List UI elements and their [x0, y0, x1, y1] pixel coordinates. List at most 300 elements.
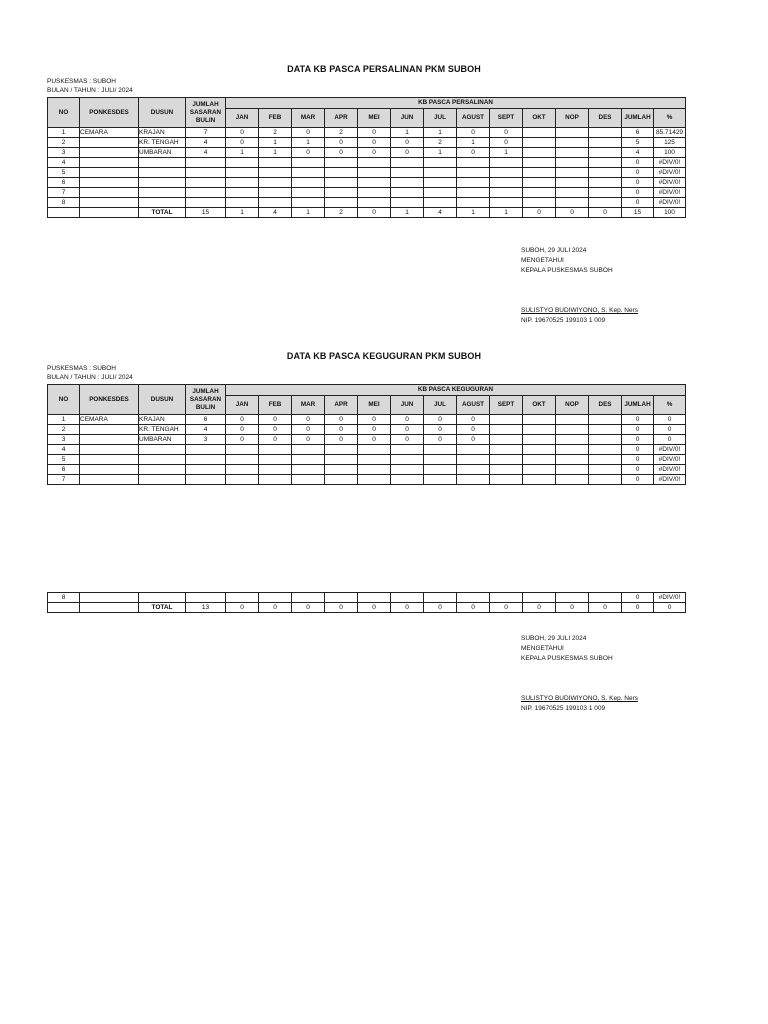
- col-header-feb: FEB: [259, 396, 292, 415]
- cell-percent: 100: [654, 148, 686, 158]
- cell-month: [358, 593, 391, 603]
- total-month: 0: [424, 603, 457, 613]
- cell-no: [48, 208, 80, 218]
- cell-no: 3: [48, 435, 80, 445]
- cell-month: [325, 445, 358, 455]
- col-header-jumlah: JUMLAH: [622, 396, 654, 415]
- cell-month: [523, 128, 556, 138]
- cell-month: [325, 593, 358, 603]
- col-header-agust: AGUST: [457, 396, 490, 415]
- total-month: 0: [556, 208, 589, 218]
- cell-month: 1: [424, 148, 457, 158]
- table-row: [48, 198, 686, 208]
- table-row: [48, 168, 686, 178]
- col-header-jul: JUL: [424, 396, 457, 415]
- cell-month: [424, 475, 457, 485]
- cell-ponkesdes: [80, 425, 139, 435]
- signature-block: [521, 246, 638, 326]
- sign-mengetahui: MENGETAHUI: [521, 645, 564, 652]
- cell-sasaran: 4: [186, 138, 226, 148]
- cell-month: 0: [226, 138, 259, 148]
- cell-month: [358, 465, 391, 475]
- cell-month: [424, 445, 457, 455]
- cell-ponkesdes: [80, 138, 139, 148]
- cell-month: [556, 593, 589, 603]
- cell-month: [523, 148, 556, 158]
- col-header-jul: JUL: [424, 109, 457, 128]
- cell-percent: #DIV/0!: [654, 593, 686, 603]
- cell-jumlah: 0: [622, 198, 654, 208]
- cell-month: [391, 445, 424, 455]
- cell-month: 0: [391, 148, 424, 158]
- cell-jumlah: 0: [622, 168, 654, 178]
- cell-month: [358, 158, 391, 168]
- col-header-jun: JUN: [391, 109, 424, 128]
- cell-month: 0: [358, 138, 391, 148]
- col-header-jumlah-sasaran: JUMLAH SASARAN BULIN: [186, 385, 226, 415]
- cell-month: 0: [424, 415, 457, 425]
- cell-month: [391, 188, 424, 198]
- cell-month: [325, 475, 358, 485]
- report-meta: [47, 364, 133, 382]
- total-jumlah: 0: [622, 603, 654, 613]
- cell-month: 0: [292, 435, 325, 445]
- cell-month: [325, 168, 358, 178]
- cell-jumlah: 0: [622, 158, 654, 168]
- cell-month: 0: [325, 148, 358, 158]
- cell-month: 0: [391, 138, 424, 148]
- cell-month: 1: [457, 138, 490, 148]
- col-header-apr: APR: [325, 109, 358, 128]
- cell-month: [424, 455, 457, 465]
- cell-month: [523, 475, 556, 485]
- cell-month: [325, 465, 358, 475]
- cell-dusun: KRAJAN: [139, 415, 186, 425]
- cell-dusun: [139, 455, 186, 465]
- cell-month: [292, 445, 325, 455]
- cell-month: [292, 158, 325, 168]
- col-header-mar: MAR: [292, 396, 325, 415]
- total-month: 0: [259, 603, 292, 613]
- cell-month: [589, 178, 622, 188]
- col-header-no: NO: [48, 98, 80, 128]
- group-header: KB PASCA KEGUGURAN: [226, 385, 686, 396]
- cell-month: [556, 158, 589, 168]
- data-table: [47, 97, 686, 218]
- cell-month: 1: [424, 128, 457, 138]
- cell-ponkesdes: [80, 445, 139, 455]
- cell-month: 0: [457, 128, 490, 138]
- table-row: [48, 455, 686, 465]
- cell-month: [589, 168, 622, 178]
- col-header-jan: JAN: [226, 396, 259, 415]
- total-month: 0: [358, 603, 391, 613]
- cell-month: [292, 198, 325, 208]
- cell-month: [556, 138, 589, 148]
- cell-month: [490, 158, 523, 168]
- cell-month: 0: [226, 128, 259, 138]
- cell-month: [259, 593, 292, 603]
- cell-month: [391, 465, 424, 475]
- col-header-nop: NOP: [556, 396, 589, 415]
- cell-month: [226, 158, 259, 168]
- cell-month: 0: [259, 415, 292, 425]
- cell-sasaran: [186, 198, 226, 208]
- cell-month: [226, 475, 259, 485]
- cell-percent: #DIV/0!: [654, 455, 686, 465]
- cell-sasaran: 3: [186, 435, 226, 445]
- cell-month: [490, 425, 523, 435]
- sign-name: SULISTYO BUDIWIYONO, S. Kep. Ners: [521, 695, 639, 702]
- total-month: 4: [424, 208, 457, 218]
- cell-ponkesdes: [80, 475, 139, 485]
- cell-jumlah: 0: [622, 178, 654, 188]
- cell-no: 4: [48, 445, 80, 455]
- cell-dusun: [139, 475, 186, 485]
- cell-month: 0: [292, 415, 325, 425]
- cell-sasaran: 4: [186, 148, 226, 158]
- table-row: [48, 425, 686, 435]
- cell-jumlah: 0: [622, 445, 654, 455]
- cell-sasaran: [186, 178, 226, 188]
- cell-jumlah: 0: [622, 465, 654, 475]
- total-month: 0: [490, 603, 523, 613]
- cell-sasaran: [186, 593, 226, 603]
- cell-month: [589, 198, 622, 208]
- cell-month: [556, 475, 589, 485]
- col-header-des: DES: [589, 109, 622, 128]
- cell-month: [424, 593, 457, 603]
- cell-month: [523, 415, 556, 425]
- table-row: [48, 178, 686, 188]
- cell-ponkesdes: [80, 168, 139, 178]
- cell-month: [391, 168, 424, 178]
- cell-month: [490, 455, 523, 465]
- cell-percent: #DIV/0!: [654, 168, 686, 178]
- cell-month: [259, 465, 292, 475]
- col-header-okt: OKT: [523, 396, 556, 415]
- cell-month: [556, 415, 589, 425]
- total-sasaran: 13: [186, 603, 226, 613]
- cell-no: 4: [48, 158, 80, 168]
- total-row: [48, 603, 686, 613]
- table-row: [48, 158, 686, 168]
- cell-month: [226, 593, 259, 603]
- total-month: 1: [226, 208, 259, 218]
- cell-month: [589, 188, 622, 198]
- total-month: 0: [589, 208, 622, 218]
- sign-nip: NIP. 19670525 199103 1 009: [521, 317, 606, 324]
- cell-month: [358, 445, 391, 455]
- cell-month: [457, 475, 490, 485]
- cell-jumlah: 0: [622, 435, 654, 445]
- cell-month: [523, 158, 556, 168]
- cell-ponkesdes: [80, 455, 139, 465]
- total-row: [48, 208, 686, 218]
- cell-month: 0: [226, 435, 259, 445]
- cell-month: 0: [292, 425, 325, 435]
- cell-month: [391, 178, 424, 188]
- total-month: 0: [358, 208, 391, 218]
- cell-no: 5: [48, 168, 80, 178]
- cell-jumlah: 0: [622, 475, 654, 485]
- sign-mengetahui: MENGETAHUI: [521, 257, 564, 264]
- cell-jumlah: 0: [622, 188, 654, 198]
- cell-month: 0: [226, 425, 259, 435]
- data-table-continued: [47, 592, 686, 613]
- cell-month: 0: [325, 138, 358, 148]
- cell-dusun: [139, 158, 186, 168]
- cell-month: 0: [226, 415, 259, 425]
- cell-month: [226, 198, 259, 208]
- cell-month: 0: [391, 425, 424, 435]
- cell-month: [259, 455, 292, 465]
- cell-month: 0: [358, 128, 391, 138]
- total-month: 0: [457, 603, 490, 613]
- total-percent: 100: [654, 208, 686, 218]
- cell-month: [292, 465, 325, 475]
- cell-percent: #DIV/0!: [654, 445, 686, 455]
- cell-month: [259, 198, 292, 208]
- cell-month: [523, 425, 556, 435]
- cell-no: 2: [48, 425, 80, 435]
- cell-month: [358, 168, 391, 178]
- sign-place-date: SUBOH, 29 JULI 2024: [521, 247, 587, 254]
- cell-month: 0: [457, 148, 490, 158]
- sign-position: KEPALA PUSKESMAS SUBOH: [521, 267, 613, 274]
- group-header: KB PASCA PERSALINAN: [226, 98, 686, 109]
- cell-month: 0: [325, 435, 358, 445]
- total-month: 1: [391, 208, 424, 218]
- cell-month: 0: [490, 138, 523, 148]
- cell-month: [259, 188, 292, 198]
- cell-month: [391, 475, 424, 485]
- cell-month: 0: [490, 128, 523, 138]
- cell-month: [556, 435, 589, 445]
- cell-month: [358, 475, 391, 485]
- cell-month: [523, 435, 556, 445]
- col-header-des: DES: [589, 396, 622, 415]
- cell-month: 0: [358, 148, 391, 158]
- cell-month: [226, 445, 259, 455]
- cell-month: 0: [358, 425, 391, 435]
- cell-month: [589, 445, 622, 455]
- cell-ponkesdes: [80, 198, 139, 208]
- total-label: TOTAL: [139, 603, 186, 613]
- cell-month: [556, 425, 589, 435]
- cell-month: [457, 445, 490, 455]
- cell-dusun: [139, 168, 186, 178]
- cell-month: [226, 455, 259, 465]
- cell-month: [424, 188, 457, 198]
- cell-month: [490, 188, 523, 198]
- total-month: 1: [457, 208, 490, 218]
- cell-month: [226, 178, 259, 188]
- cell-month: [523, 455, 556, 465]
- table-row: [48, 465, 686, 475]
- cell-sasaran: [186, 168, 226, 178]
- cell-month: [358, 178, 391, 188]
- table-row: [48, 593, 686, 603]
- cell-month: 0: [292, 148, 325, 158]
- cell-no: 2: [48, 138, 80, 148]
- col-header-nop: NOP: [556, 109, 589, 128]
- cell-no: 1: [48, 415, 80, 425]
- col-header-mei: MEI: [358, 109, 391, 128]
- cell-ponkesdes: [80, 435, 139, 445]
- cell-month: [523, 445, 556, 455]
- cell-month: [457, 158, 490, 168]
- cell-month: [490, 475, 523, 485]
- cell-month: 2: [259, 128, 292, 138]
- cell-month: [589, 593, 622, 603]
- cell-month: 1: [490, 148, 523, 158]
- cell-percent: #DIV/0!: [654, 198, 686, 208]
- cell-ponkesdes: CEMARA: [80, 415, 139, 425]
- total-month: 0: [391, 603, 424, 613]
- cell-month: [358, 455, 391, 465]
- col-header-sept: SEPT: [490, 396, 523, 415]
- total-month: 4: [259, 208, 292, 218]
- cell-month: 0: [259, 425, 292, 435]
- cell-month: [523, 178, 556, 188]
- cell-no: 8: [48, 198, 80, 208]
- col-header-feb: FEB: [259, 109, 292, 128]
- cell-month: [523, 465, 556, 475]
- cell-month: [259, 178, 292, 188]
- cell-month: [556, 465, 589, 475]
- cell-month: 0: [424, 425, 457, 435]
- section-title: DATA KB PASCA PERSALINAN PKM SUBOH: [287, 64, 481, 74]
- cell-percent: 125: [654, 138, 686, 148]
- cell-percent: 0: [654, 425, 686, 435]
- sign-name: SULISTYO BUDIWIYONO, S. Kep. Ners: [521, 307, 639, 314]
- cell-month: [556, 128, 589, 138]
- cell-month: 0: [358, 435, 391, 445]
- cell-sasaran: [186, 455, 226, 465]
- cell-month: [589, 425, 622, 435]
- cell-month: 0: [259, 435, 292, 445]
- cell-month: [325, 198, 358, 208]
- cell-month: [457, 198, 490, 208]
- sign-position: KEPALA PUSKESMAS SUBOH: [521, 655, 613, 662]
- data-table: [47, 384, 686, 485]
- cell-ponkesdes: [80, 603, 139, 613]
- cell-month: [490, 435, 523, 445]
- cell-month: [391, 198, 424, 208]
- sign-place-date: SUBOH, 29 JULI 2024: [521, 635, 587, 642]
- cell-month: [259, 158, 292, 168]
- cell-month: [226, 168, 259, 178]
- cell-jumlah: 0: [622, 415, 654, 425]
- cell-month: [556, 445, 589, 455]
- cell-sasaran: [186, 188, 226, 198]
- cell-month: 0: [457, 415, 490, 425]
- cell-month: 1: [292, 138, 325, 148]
- cell-month: [490, 168, 523, 178]
- cell-month: 0: [457, 425, 490, 435]
- cell-month: [292, 593, 325, 603]
- total-month: 0: [226, 603, 259, 613]
- cell-month: [391, 593, 424, 603]
- cell-ponkesdes: [80, 148, 139, 158]
- cell-no: 3: [48, 148, 80, 158]
- cell-month: [259, 475, 292, 485]
- cell-dusun: [139, 198, 186, 208]
- total-month: 0: [523, 208, 556, 218]
- cell-sasaran: [186, 465, 226, 475]
- cell-jumlah: 0: [622, 593, 654, 603]
- total-month: 0: [523, 603, 556, 613]
- col-header-percent: %: [654, 109, 686, 128]
- cell-month: [358, 188, 391, 198]
- col-header-mei: MEI: [358, 396, 391, 415]
- col-header-no: NO: [48, 385, 80, 415]
- total-month: 0: [325, 603, 358, 613]
- col-header-percent: %: [654, 396, 686, 415]
- cell-jumlah: 5: [622, 138, 654, 148]
- cell-no: 6: [48, 178, 80, 188]
- period-label: BULAN / TAHUN : JULI/ 2024: [47, 374, 133, 381]
- cell-month: 0: [325, 425, 358, 435]
- section-title: DATA KB PASCA KEGUGURAN PKM SUBOH: [286, 351, 482, 361]
- cell-month: [523, 138, 556, 148]
- cell-month: [325, 158, 358, 168]
- cell-month: [589, 415, 622, 425]
- cell-month: 0: [292, 128, 325, 138]
- col-header-apr: APR: [325, 396, 358, 415]
- sign-nip: NIP. 19670525 199103 1 009: [521, 705, 606, 712]
- cell-jumlah: 6: [622, 128, 654, 138]
- cell-month: [259, 445, 292, 455]
- cell-no: 7: [48, 475, 80, 485]
- cell-month: [556, 148, 589, 158]
- col-header-ponkesdes: PONKESDES: [80, 385, 139, 415]
- cell-month: 0: [391, 435, 424, 445]
- cell-month: [457, 465, 490, 475]
- puskesmas-label: PUSKESMAS : SUBOH: [47, 365, 116, 372]
- total-month: 2: [325, 208, 358, 218]
- cell-dusun: [139, 465, 186, 475]
- cell-jumlah: 0: [622, 425, 654, 435]
- col-header-mar: MAR: [292, 109, 325, 128]
- table-row: [48, 148, 686, 158]
- cell-month: [490, 465, 523, 475]
- cell-sasaran: 4: [186, 425, 226, 435]
- cell-month: [556, 198, 589, 208]
- table-row: [48, 435, 686, 445]
- cell-month: [292, 188, 325, 198]
- cell-ponkesdes: [80, 178, 139, 188]
- cell-no: 1: [48, 128, 80, 138]
- col-header-jumlah: JUMLAH: [622, 109, 654, 128]
- cell-month: [589, 475, 622, 485]
- col-header-dusun: DUSUN: [139, 98, 186, 128]
- cell-month: [523, 188, 556, 198]
- cell-month: 1: [226, 148, 259, 158]
- cell-dusun: KR. TENGAH: [139, 425, 186, 435]
- col-header-okt: OKT: [523, 109, 556, 128]
- cell-month: [556, 188, 589, 198]
- cell-month: [424, 178, 457, 188]
- cell-month: 0: [391, 415, 424, 425]
- col-header-sept: SEPT: [490, 109, 523, 128]
- cell-month: [523, 198, 556, 208]
- cell-month: 1: [259, 148, 292, 158]
- cell-month: [490, 445, 523, 455]
- table-row: [48, 188, 686, 198]
- cell-month: [589, 435, 622, 445]
